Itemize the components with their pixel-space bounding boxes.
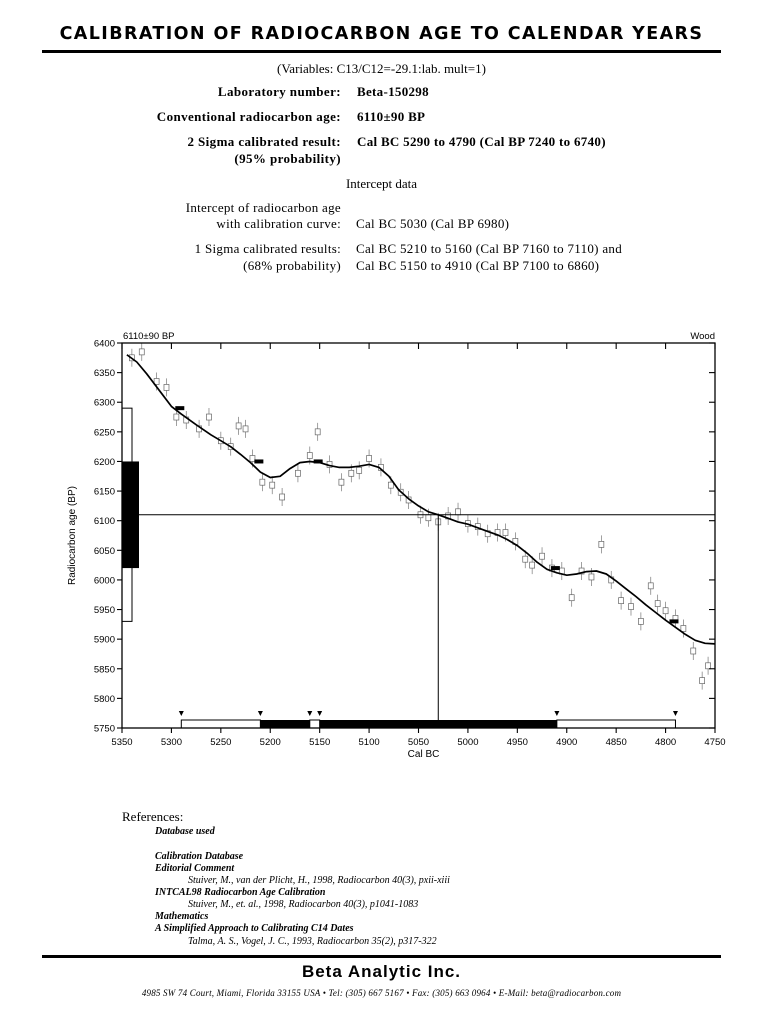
y-tick-label: 6200 <box>93 456 115 468</box>
intercept-label-1: Intercept of radiocarbon age <box>185 200 341 215</box>
data-point <box>206 414 211 420</box>
y-tick-label: 6250 <box>93 427 115 439</box>
x-tick-label: 4950 <box>506 737 528 748</box>
one-sigma-value-1: Cal BC 5210 to 5160 (Cal BP 7160 to 7110) and <box>356 241 623 256</box>
x-tick-label: 4750 <box>704 737 726 748</box>
data-point <box>270 482 275 488</box>
data-point <box>295 470 300 476</box>
variables-line: (Variables: C13/C12=-29.1:lab. mult=1) <box>277 61 486 76</box>
x-tick-label: 5150 <box>309 737 331 748</box>
range-marker <box>673 711 678 716</box>
y-tick-label: 5950 <box>93 605 115 617</box>
data-point <box>706 663 711 669</box>
two-sigma-prob: (95% probability) <box>234 151 341 166</box>
two-sigma-value: Cal BC 5290 to 4790 (Cal BP 7240 to 6740) <box>357 134 606 149</box>
data-point <box>250 456 255 462</box>
data-point <box>655 601 660 607</box>
calibration-chart <box>0 320 763 770</box>
x-tick-label: 5000 <box>457 737 479 748</box>
data-point <box>569 595 574 601</box>
header-rule <box>42 50 721 53</box>
intercept-label-2: with calibration curve: <box>216 216 341 231</box>
data-point <box>599 541 604 547</box>
ref-intcal-citation: Stuiver, M., et. al., 1998, Radiocarbon 40(3), p1041-1083 <box>188 899 419 910</box>
data-point <box>638 618 643 624</box>
data-point <box>164 384 169 390</box>
data-point <box>307 453 312 459</box>
x-tick-label: 5300 <box>160 737 182 748</box>
plot-frame <box>122 343 715 728</box>
data-point <box>619 598 624 604</box>
y-tick-label: 5900 <box>93 634 115 646</box>
y-tick-label: 6300 <box>93 397 115 409</box>
ref-intcal-title: INTCAL98 Radiocarbon Age Calibration <box>155 887 326 898</box>
ref-mathematics: Mathematics <box>155 911 209 922</box>
y-tick-label: 6150 <box>93 486 115 498</box>
x-tick-label: 4900 <box>556 737 578 748</box>
x-tick-label: 4800 <box>655 737 677 748</box>
range-flag <box>175 406 184 410</box>
conv-age-label: Conventional radiocarbon age: <box>156 109 341 124</box>
data-point <box>236 423 241 429</box>
data-point <box>648 583 653 589</box>
ref-database-used: Database used <box>155 826 215 837</box>
data-point <box>367 456 372 462</box>
footer-rule <box>42 955 721 958</box>
data-point <box>456 509 461 515</box>
range-flag <box>551 566 560 570</box>
y-tick-label: 6400 <box>93 338 115 350</box>
data-point <box>523 556 528 562</box>
range-marker <box>258 711 263 716</box>
data-point <box>426 515 431 521</box>
chart-title: 6110±90 BP <box>123 331 175 342</box>
x-tick-label: 5200 <box>259 737 281 748</box>
data-point <box>388 482 393 488</box>
one-sigma-label: 1 Sigma calibrated results: <box>194 241 341 256</box>
one-sigma-range-bar <box>260 720 309 728</box>
range-flag <box>254 459 263 463</box>
ref-editorial-comment: Editorial Comment <box>155 863 235 874</box>
data-point <box>700 678 705 684</box>
y-tick-label: 6350 <box>93 368 115 380</box>
data-point <box>357 467 362 473</box>
x-tick-label: 5100 <box>358 737 380 748</box>
y-axis-label: Radiocarbon age (BP) <box>67 486 78 585</box>
y-tick-label: 6000 <box>93 575 115 587</box>
data-point <box>260 479 265 485</box>
data-point <box>315 429 320 435</box>
data-point <box>628 604 633 610</box>
range-marker <box>554 711 559 716</box>
range-marker <box>307 711 312 716</box>
two-sigma-range-bar <box>310 720 320 728</box>
y-tick-label: 6050 <box>93 545 115 557</box>
range-marker <box>317 711 322 716</box>
page-title: CALIBRATION OF RADIOCARBON AGE TO CALENDAR YEARS <box>59 24 704 44</box>
y-tick-label: 5750 <box>93 723 115 735</box>
x-tick-label: 5350 <box>111 737 133 748</box>
data-point <box>174 414 179 420</box>
one-sigma-range-bar <box>320 720 557 728</box>
range-flag <box>669 619 678 623</box>
y-tick-label: 5850 <box>93 664 115 676</box>
ref-simplified-citation: Talma, A. S., Vogel, J. C., 1993, Radiocarbon 35(2), p317-322 <box>188 936 437 947</box>
data-point <box>503 530 508 536</box>
ref-simplified-title: A Simplified Approach to Calibrating C14 Dates <box>155 923 354 934</box>
references-heading: References: <box>122 809 184 824</box>
range-flag <box>314 459 323 463</box>
x-tick-label: 4850 <box>605 737 627 748</box>
y-tick-label: 6100 <box>93 516 115 528</box>
data-point <box>663 608 668 614</box>
x-tick-label: 5250 <box>210 737 232 748</box>
x-axis-label: Cal BC <box>407 749 440 760</box>
sample-type-label: Wood <box>690 331 715 342</box>
conv-age-value: 6110±90 BP <box>357 109 426 124</box>
lab-number-value: Beta-150298 <box>357 84 429 99</box>
data-point <box>681 625 686 631</box>
intercept-value: Cal BC 5030 (Cal BP 6980) <box>356 216 510 231</box>
company-address: 4985 SW 74 Court, Miami, Florida 33155 USA • Tel: (305) 667 5167 • Fax: (305) 663 0964 • E-Mail: beta@radiocarbon.com <box>141 988 622 998</box>
data-point <box>339 479 344 485</box>
y-tick-label: 5800 <box>93 693 115 705</box>
lab-number-label: Laboratory number: <box>217 84 341 99</box>
range-marker <box>179 711 184 716</box>
one-sigma-value-2: Cal BC 5150 to 4910 (Cal BP 7100 to 6860) <box>356 258 600 273</box>
ref-calibration-database: Calibration Database <box>155 851 244 862</box>
data-point <box>530 562 535 568</box>
calibration-curve-line <box>127 355 715 644</box>
two-sigma-range-bar <box>181 720 260 728</box>
one-sigma-prob: (68% probability) <box>243 258 341 273</box>
data-point <box>540 553 545 559</box>
two-sigma-range-bar <box>557 720 676 728</box>
two-sigma-label: 2 Sigma calibrated result: <box>187 134 341 149</box>
data-point <box>691 648 696 654</box>
x-tick-label: 5050 <box>407 737 430 748</box>
ref-editorial-citation: Stuiver, M., van der Plicht, H., 1998, Radiocarbon 40(3), pxii-xiii <box>188 875 450 886</box>
intercept-heading: Intercept data <box>345 176 418 191</box>
data-point <box>280 494 285 500</box>
data-point <box>349 470 354 476</box>
data-point <box>589 574 594 580</box>
data-point <box>139 349 144 355</box>
company-name: Beta Analytic Inc. <box>301 962 462 981</box>
data-point <box>243 426 248 432</box>
